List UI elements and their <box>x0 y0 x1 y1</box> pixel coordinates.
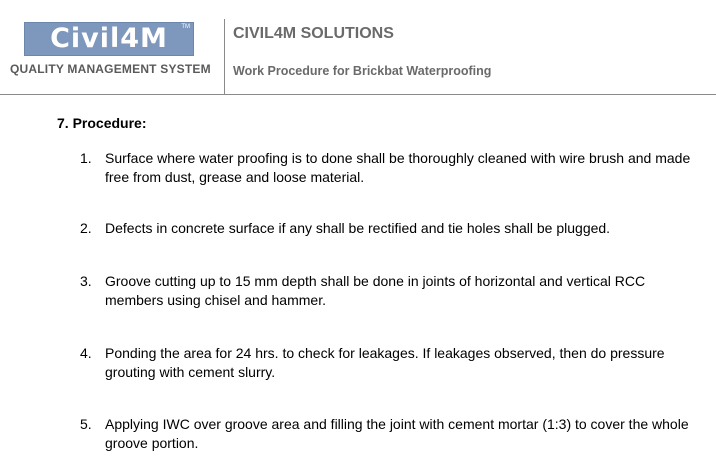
step-text: Groove cutting up to 15 mm depth shall be done in joints of horizontal and vertical RCC members using chisel and hammer. <box>105 273 646 308</box>
document-header <box>0 0 716 95</box>
header-vertical-divider <box>224 19 225 95</box>
header-horizontal-divider <box>0 94 716 95</box>
company-name: CIVIL4M SOLUTIONS <box>233 25 394 42</box>
logo-text: Civil4M <box>50 23 168 54</box>
step-number: 2. <box>80 220 92 236</box>
step-number: 1. <box>80 150 92 166</box>
step-text: Surface where water proofing is to done shall be thoroughly cleaned with wire brush and made free from dust, grease and loose material. <box>105 150 691 185</box>
procedure-title: Work Procedure for Brickbat Waterproofing <box>233 64 492 78</box>
step-number: 5. <box>80 416 92 432</box>
section-title: 7. Procedure: <box>57 115 147 131</box>
system-name: QUALITY MANAGEMENT SYSTEM <box>10 62 211 76</box>
step-number: 3. <box>80 273 92 289</box>
logo-trademark: TM <box>181 24 190 30</box>
step-text: Defects in concrete surface if any shall be rectified and tie holes shall be plugged. <box>105 220 611 236</box>
company-logo <box>24 22 194 56</box>
step-number: 4. <box>80 345 92 361</box>
step-text: Applying IWC over groove area and filling the joint with cement mortar (1:3) to cover the whole groove portion. <box>105 416 689 451</box>
step-text: Ponding the area for 24 hrs. to check for leakages. If leakages observed, then do pressure grouting with cement slurry. <box>105 345 665 380</box>
